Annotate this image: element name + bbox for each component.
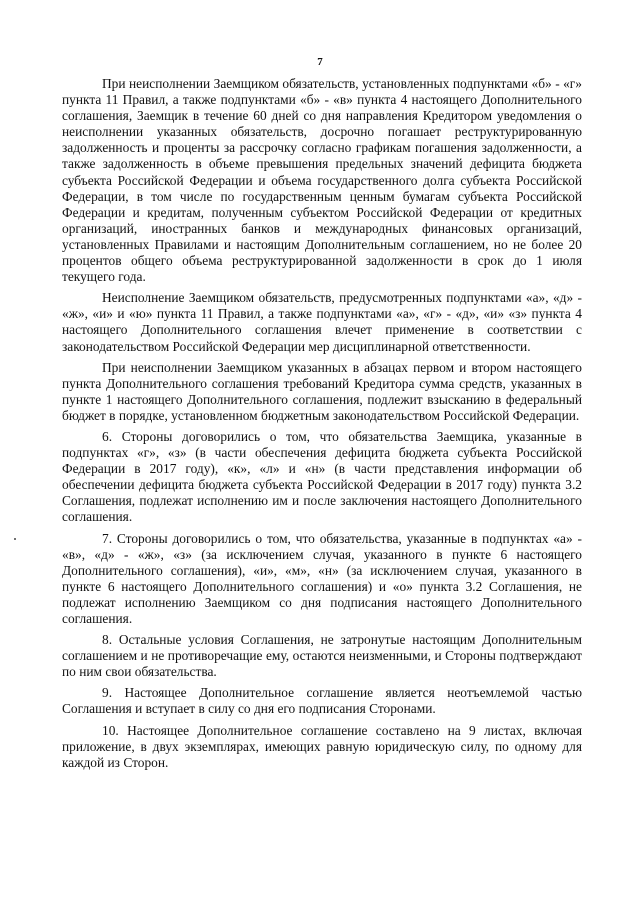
paragraph-disciplinary-liability: Неисполнение Заемщиком обязательств, предусмотренных подпунктами «а», «д» - «ж», «и» и «ю» пункта 11 Правил, а также подпунктами «а», «г» - «д», «и» «з» пункта 4 настоящего Дополнительного соглашения влечет применение в соответствии с законодательством Российской Федерации мер дисциплинарной ответственности. [62,290,582,354]
paragraph-clause-7: 7. Стороны договорились о том, что обязательства, указанные в подпунктах «а» - «в», «д» - «ж», «з» (за исключением случая, указанного в пункте 6 настоящего Дополнительного соглашения), «и», «м», «н» (за исключением случая, указанного в пункте 6 настоящего Дополнительного соглашения) и «о» пункта 3.2 Соглашения, не подлежат исполнению Заемщиком со дня подписания настоящего Дополнительного соглашения. [62,530,582,626]
paragraph-clause-10: 10. Настоящее Дополнительное соглашение составлено на 9 листах, включая приложение, в двух экземплярах, имеющих равную юридическую силу, по одному для каждой из Сторон. [62,722,582,770]
page-number: 7 [317,56,323,68]
paragraph-clause-9: 9. Настоящее Дополнительное соглашение является неотъемлемой частью Соглашения и вступает в силу со дня его подписания Сторонами. [62,685,582,717]
document-body [62,76,582,776]
paragraph-federal-budget-recovery: При неисполнении Заемщиком указанных в абзацах первом и втором настоящего пункта Дополнительного соглашения требований Кредитора сумма средств, указанных в пункте 1 настоящего Дополнительного соглашения, подлежит взысканию в федеральный бюджет в порядке, установленном бюджетным законодательством Российской Федерации. [62,359,582,423]
paragraph-liability-early-repayment: При неисполнении Заемщиком обязательств, установленных подпунктами «б» - «г» пункта 11 Правил, а также подпунктами «б» - «в» пункта 4 настоящего Дополнительного соглашения, Заемщик в течение 60 дней со дня направления Кредитором уведомления о неисполнении указанных обязательств, досрочно погашает реструктурированную задолженность и проценты за рассрочку согласно графикам погашения задолженности, а также задолженность в объеме превышения предельных значений дефицита бюджета субъекта Российской Федерации и объема государственного долга субъекта Российской Федерации, в том числе по государственным ценным бумагам субъекта Российской Федерации и кредитам, полученным субъектом Российской Федерации от кредитных организаций, иностранных банков и международных финансовых организаций, установленных Правилами и настоящим Дополнительным соглашением, но не более 20 процентов общего объема реструктурированной задолженности в срок до 1 июля текущего года. [62,76,582,285]
paragraph-clause-6: 6. Стороны договорились о том, что обязательства Заемщика, указанные в подпунктах «г», «з» (в части обеспечения дефицита бюджета субъекта Российской Федерации в 2017 году), «к», «л» и «н» (в части представления информации об обеспечении дефицита бюджета субъекта Российской Федерации в 2017 году) пункта 3.2 Соглашения, подлежат исполнению им и после заключения настоящего Дополнительного соглашения. [62,428,582,525]
scan-speck [14,538,16,540]
paragraph-clause-8: 8. Остальные условия Соглашения, не затронутые настоящим Дополнительным соглашением и не противоречащие ему, остаются неизменными, и Стороны подтверждают по ним свои обязательства. [62,632,582,680]
